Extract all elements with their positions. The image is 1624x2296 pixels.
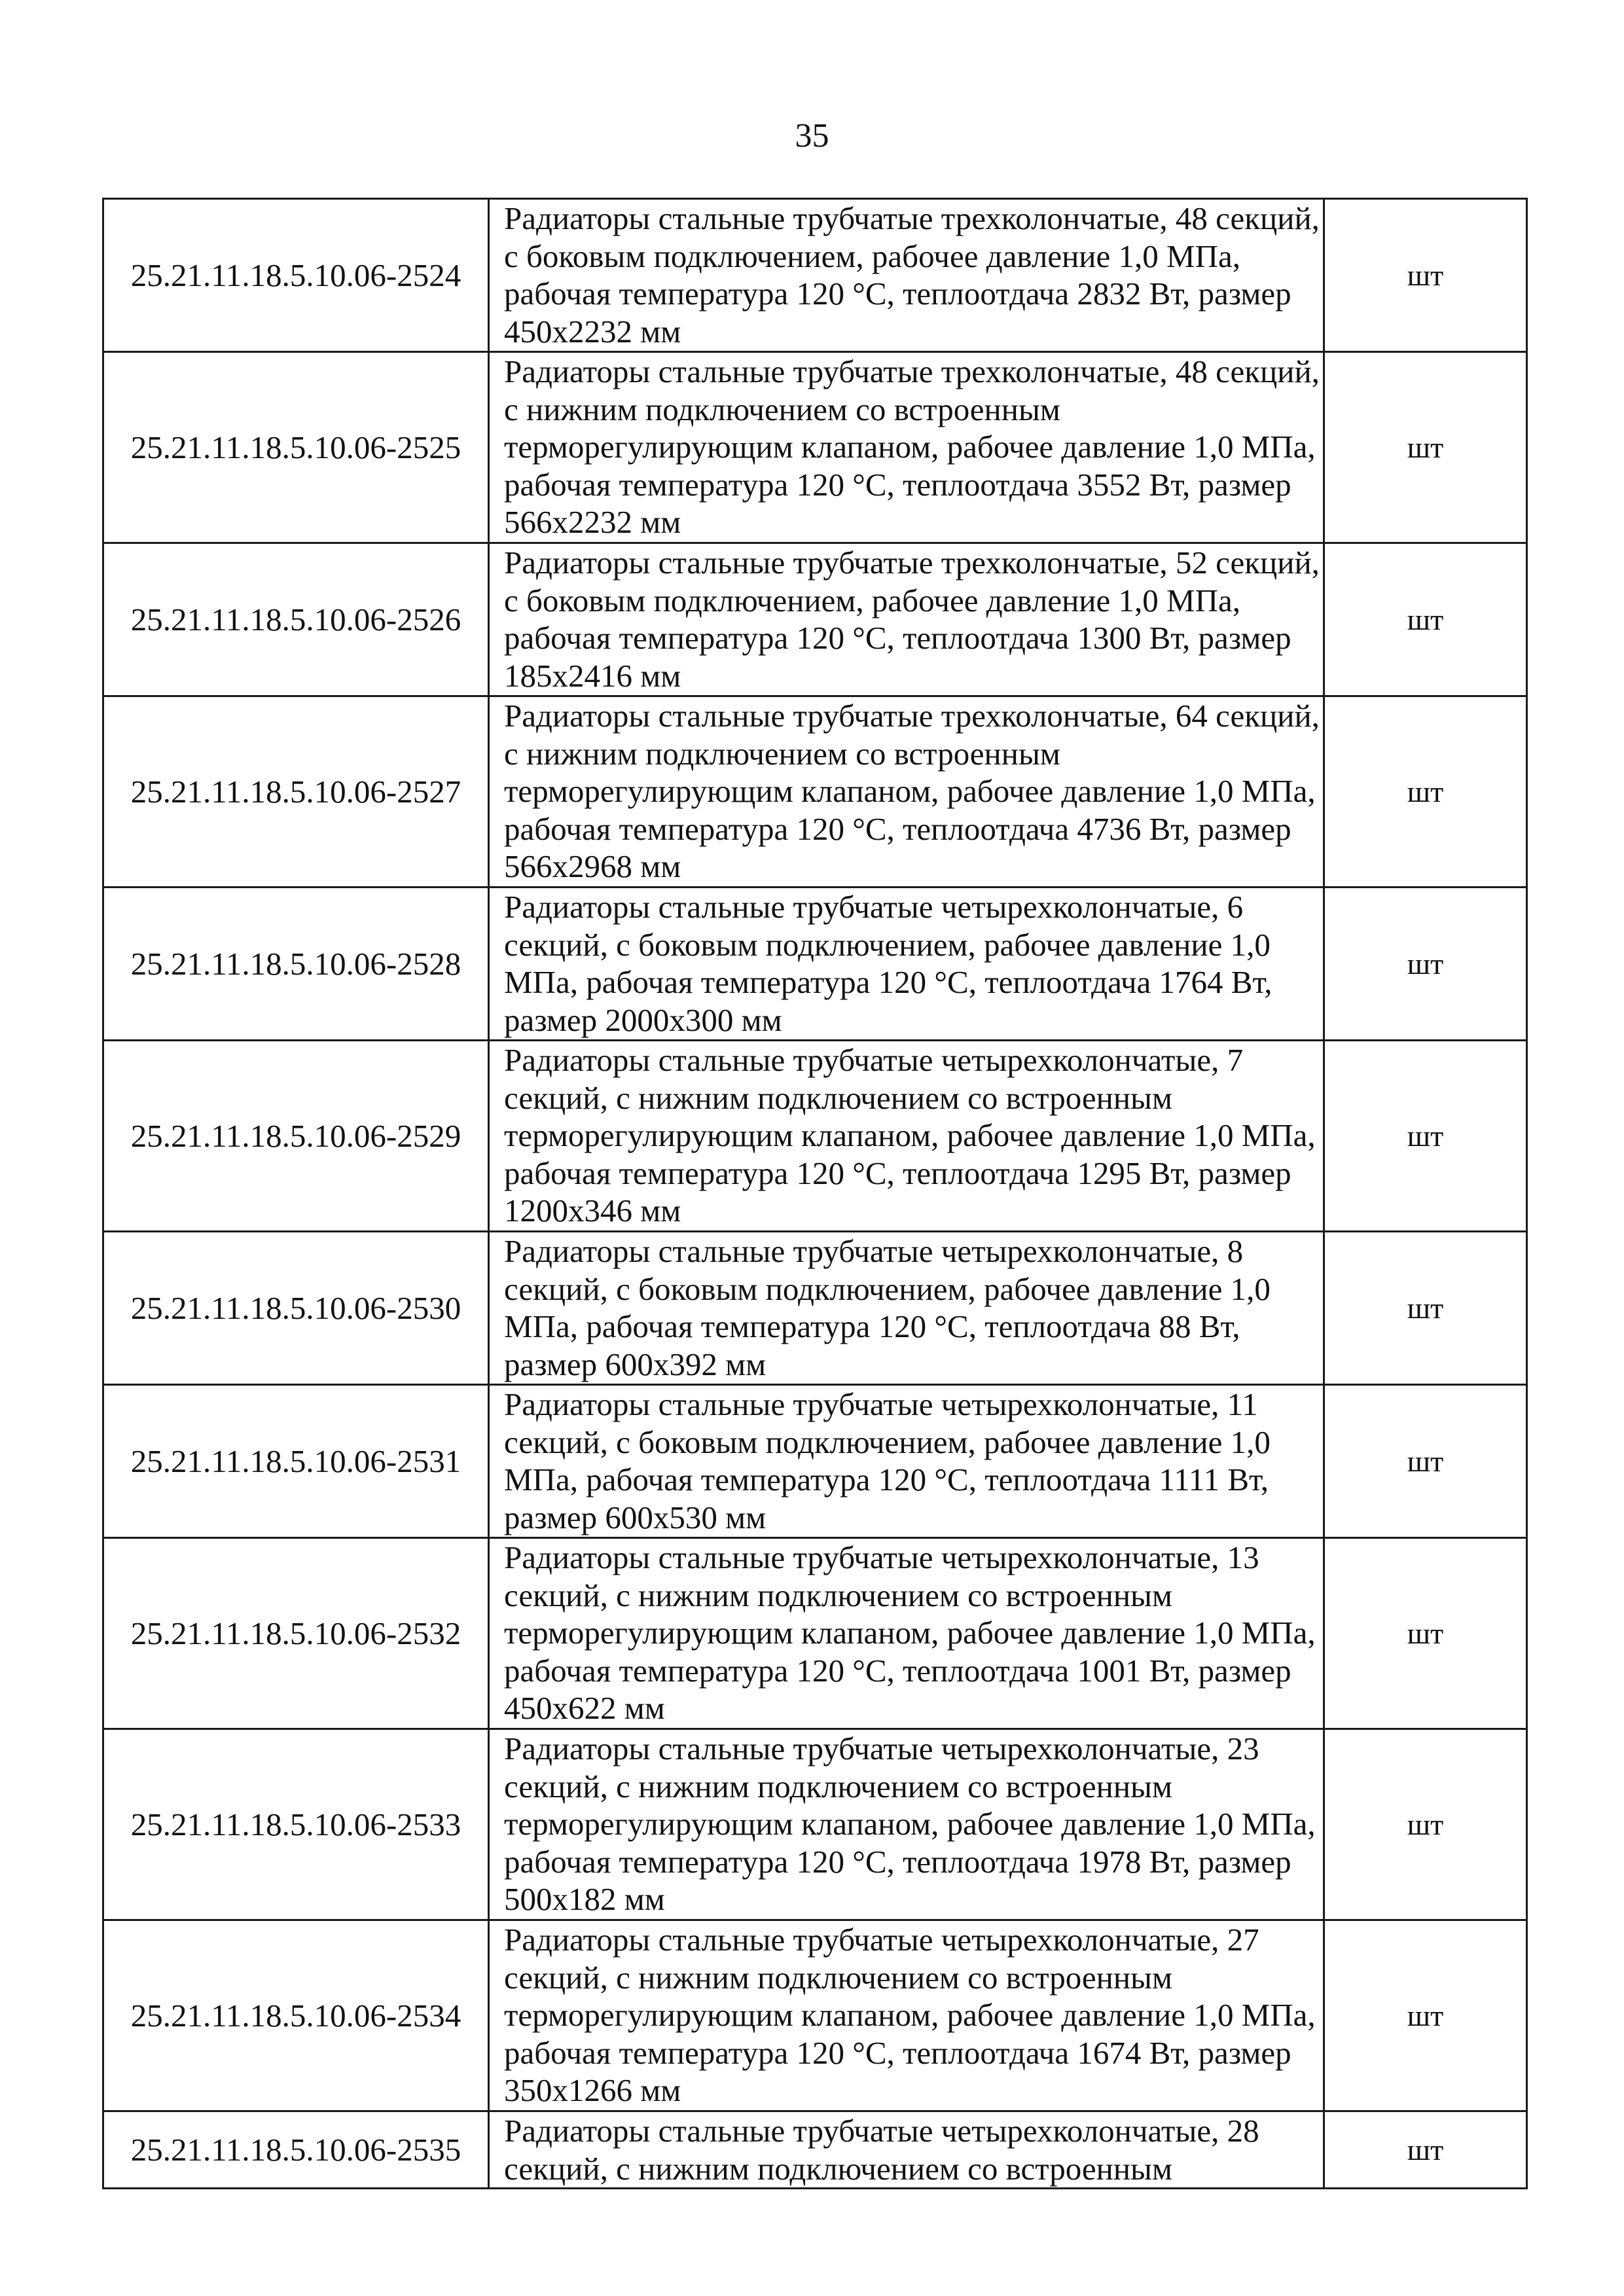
page-number: 35 <box>795 117 829 154</box>
table-row <box>103 2111 1527 2189</box>
resource-description: Радиаторы стальные трубчатые четырехколончатые, 27 секций, с нижним подключением со встроенным терморегулирующим клапаном, рабочее давление 1,0 МПа, рабочая температура 120 °С, теплоотдача 1674 Вт, размер 350х1266 мм <box>489 1920 1324 2111</box>
table-row <box>103 1920 1527 2111</box>
resource-description: Радиаторы стальные трубчатые трехколончатые, 48 секций, с нижним подключением со встроенным терморегулирующим клапаном, рабочее давление 1,0 МПа, рабочая температура 120 °С, теплоотдача 3552 Вт, размер 566х2232 мм <box>489 352 1324 543</box>
unit-of-measure: шт <box>1324 696 1527 888</box>
resource-description: Радиаторы стальные трубчатые четырехколончатые, 13 секций, с нижним подключением со встроенным терморегулирующим клапаном, рабочее давление 1,0 МПа, рабочая температура 120 °С, теплоотдача 1001 Вт, размер 450х622 мм <box>489 1538 1324 1729</box>
resource-code: 25.21.11.18.5.10.06-2525 <box>103 352 489 543</box>
unit-of-measure: шт <box>1324 199 1527 352</box>
resource-description: Радиаторы стальные трубчатые четырехколончатые, 28 секций, с нижним подключением со встроенным <box>489 2111 1324 2189</box>
resource-description: Радиаторы стальные трубчатые четырехколончатые, 7 секций, с нижним подключением со встроенным терморегулирующим клапаном, рабочее давление 1,0 МПа, рабочая температура 120 °С, теплоотдача 1295 Вт, размер 1200х346 мм <box>489 1041 1324 1232</box>
unit-of-measure: шт <box>1324 1729 1527 1920</box>
resource-code: 25.21.11.18.5.10.06-2534 <box>103 1920 489 2111</box>
resource-code: 25.21.11.18.5.10.06-2533 <box>103 1729 489 1920</box>
table-row <box>103 1041 1527 1232</box>
table-row <box>103 543 1527 696</box>
unit-of-measure: шт <box>1324 352 1527 543</box>
table-row <box>103 199 1527 352</box>
table-row <box>103 1538 1527 1729</box>
table-row <box>103 696 1527 888</box>
resource-table <box>102 198 1528 2189</box>
resource-code: 25.21.11.18.5.10.06-2532 <box>103 1538 489 1729</box>
resource-description: Радиаторы стальные трубчатые трехколончатые, 64 секций, с нижним подключением со встроенным терморегулирующим клапаном, рабочее давление 1,0 МПа, рабочая температура 120 °С, теплоотдача 4736 Вт, размер 566х2968 мм <box>489 696 1324 888</box>
unit-of-measure: шт <box>1324 1385 1527 1538</box>
unit-of-measure: шт <box>1324 1041 1527 1232</box>
resource-code: 25.21.11.18.5.10.06-2530 <box>103 1232 489 1385</box>
table-row <box>103 352 1527 543</box>
unit-of-measure: шт <box>1324 1920 1527 2111</box>
unit-of-measure: шт <box>1324 1538 1527 1729</box>
table-row <box>103 1232 1527 1385</box>
unit-of-measure: шт <box>1324 1232 1527 1385</box>
resource-code: 25.21.11.18.5.10.06-2529 <box>103 1041 489 1232</box>
resource-code: 25.21.11.18.5.10.06-2531 <box>103 1385 489 1538</box>
unit-of-measure: шт <box>1324 2111 1527 2189</box>
resource-description: Радиаторы стальные трубчатые четырехколончатые, 8 секций, с боковым подключением, рабочее давление 1,0 МПа, рабочая температура 120 °С, теплоотдача 88 Вт, размер 600х392 мм <box>489 1232 1324 1385</box>
resource-description: Радиаторы стальные трубчатые четырехколончатые, 11 секций, с боковым подключением, рабочее давление 1,0 МПа, рабочая температура 120 °С, теплоотдача 1111 Вт, размер 600х530 мм <box>489 1385 1324 1538</box>
resource-description: Радиаторы стальные трубчатые четырехколончатые, 6 секций, с боковым подключением, рабочее давление 1,0 МПа, рабочая температура 120 °С, теплоотдача 1764 Вт, размер 2000х300 мм <box>489 888 1324 1041</box>
resource-description: Радиаторы стальные трубчатые трехколончатые, 52 секций, с боковым подключением, рабочее давление 1,0 МПа, рабочая температура 120 °С, теплоотдача 1300 Вт, размер 185х2416 мм <box>489 543 1324 696</box>
table-row <box>103 1385 1527 1538</box>
resource-code: 25.21.11.18.5.10.06-2526 <box>103 543 489 696</box>
table-row <box>103 1729 1527 1920</box>
unit-of-measure: шт <box>1324 543 1527 696</box>
resource-description: Радиаторы стальные трубчатые четырехколончатые, 23 секций, с нижним подключением со встроенным терморегулирующим клапаном, рабочее давление 1,0 МПа, рабочая температура 120 °С, теплоотдача 1978 Вт, размер 500х182 мм <box>489 1729 1324 1920</box>
resource-code: 25.21.11.18.5.10.06-2524 <box>103 199 489 352</box>
unit-of-measure: шт <box>1324 888 1527 1041</box>
table-row <box>103 888 1527 1041</box>
resource-description: Радиаторы стальные трубчатые трехколончатые, 48 секций, с боковым подключением, рабочее давление 1,0 МПа, рабочая температура 120 °С, теплоотдача 2832 Вт, размер 450х2232 мм <box>489 199 1324 352</box>
resource-code: 25.21.11.18.5.10.06-2535 <box>103 2111 489 2189</box>
resource-code: 25.21.11.18.5.10.06-2528 <box>103 888 489 1041</box>
resource-code: 25.21.11.18.5.10.06-2527 <box>103 696 489 888</box>
